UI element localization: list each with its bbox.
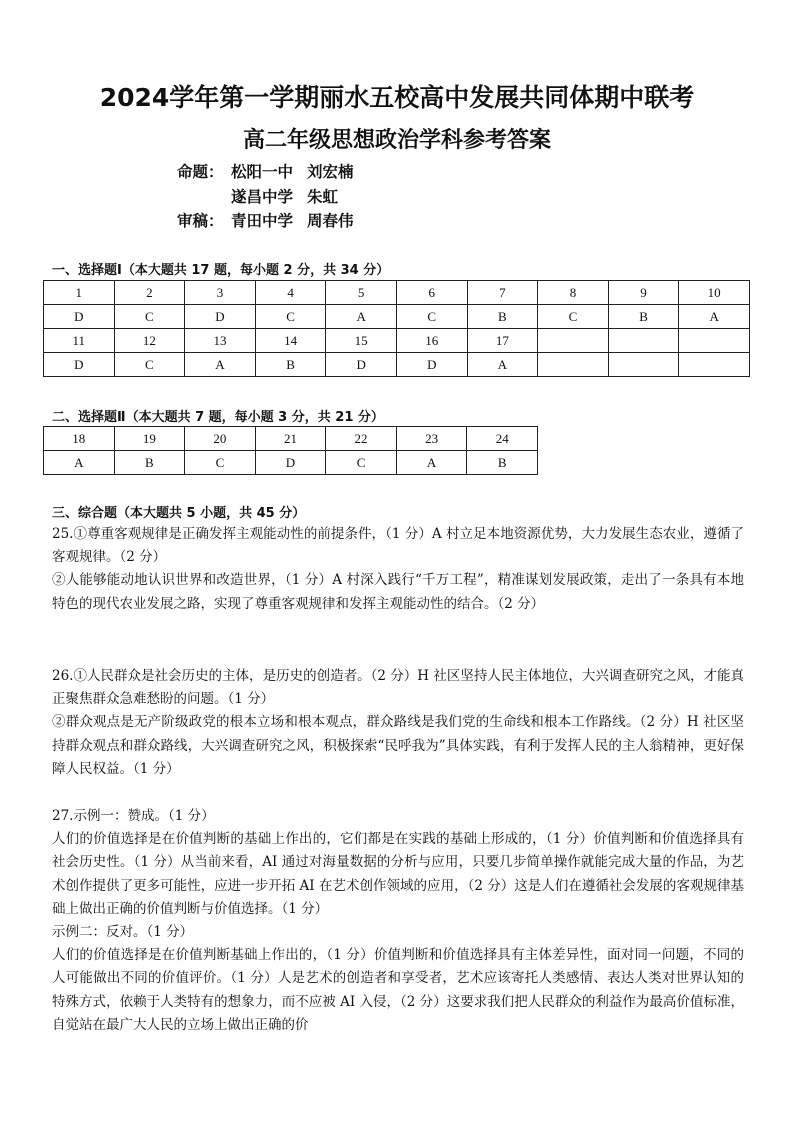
- page-subtitle: 高二年级思想政治学科参考答案: [242, 128, 551, 153]
- answer-cell: D: [255, 451, 326, 475]
- answer-paragraph: 25.①尊重客观规律是正确发挥主观能动性的前提条件，（1 分）A 村立足本地资源优势，大力发展生态农业，遵循了客观规律。（2 分）: [52, 526, 744, 566]
- question-number-cell: [538, 329, 609, 353]
- answer-cell: [679, 353, 750, 377]
- answer-paragraph: 人们的价值选择是在价值判断基础上作出的，（1 分）价值判断和价值选择具有主体差异性，面对同一问题，不同的人可能做出不同的价值评价。（1 分）人是艺术的创造者和享受者，艺术应该寄托人类感情、表达人类对世界认知的特殊方式，依赖于人类特有的想象力，而不应被 AI 入侵，（2 分）这要求我们把人民群众的利益作为最高价值标准，自觉站在最广大人民的立场上做出正确的价: [52, 947, 744, 1033]
- section3-heading: 三、综合题（本大题共 5 小题，共 45 分）: [52, 506, 306, 521]
- answer-cell: C: [326, 451, 397, 475]
- author-school: 遂昌中学: [231, 188, 294, 206]
- answer-cell: C: [396, 305, 467, 329]
- question-number-cell: 17: [467, 329, 538, 353]
- table-row: [44, 305, 750, 329]
- question-number-cell: 6: [396, 281, 467, 305]
- question-27-answer: [52, 805, 744, 1037]
- section2-heading: 二、选择题Ⅱ（本大题共 7 题，每小题 3 分，共 21 分）: [52, 410, 384, 425]
- author-name: 朱虹: [307, 188, 339, 206]
- author-school: 青田中学: [231, 212, 294, 230]
- answer-paragraph: 27.示例一：赞成。（1 分）: [52, 808, 215, 824]
- answer-cell: B: [255, 353, 326, 377]
- answer-cell: B: [608, 305, 679, 329]
- question-number-cell: 9: [608, 281, 679, 305]
- question-number-cell: 4: [255, 281, 326, 305]
- question-number-cell: 11: [44, 329, 115, 353]
- table-row: [44, 281, 750, 305]
- question-number-cell: 10: [679, 281, 750, 305]
- author-school: 松阳一中: [231, 163, 294, 181]
- question-number-cell: 18: [44, 427, 115, 451]
- question-number-cell: 13: [185, 329, 256, 353]
- answer-cell: B: [114, 451, 185, 475]
- answer-paragraph: 26.①人民群众是社会历史的主体，是历史的创造者。（2 分）H 社区坚持人民主体地位，大兴调查研究之风，才能真正聚焦群众急难愁盼的问题。（1 分）: [52, 668, 744, 708]
- answer-cell: A: [679, 305, 750, 329]
- question-number-cell: 7: [467, 281, 538, 305]
- question-number-cell: 14: [255, 329, 326, 353]
- answer-table-1: [43, 280, 750, 377]
- answer-cell: D: [396, 353, 467, 377]
- answer-cell: D: [44, 305, 115, 329]
- question-26-answer: [52, 665, 744, 781]
- question-number-cell: 15: [326, 329, 397, 353]
- answer-cell: A: [185, 353, 256, 377]
- answer-paragraph: ②人能够能动地认识世界和改造世界，（1 分）A 村深入践行“千万工程”，精准谋划发展政策，走出了一条具有本地特色的现代农业发展之路，实现了尊重客观规律和发挥主观能动性的结合。（2 分）: [52, 572, 744, 612]
- table-row: [44, 353, 750, 377]
- answer-cell: B: [467, 451, 538, 475]
- answer-paragraph: ②群众观点是无产阶级政党的根本立场和根本观点，群众路线是我们党的生命线和根本工作路线。（2 分）H 社区坚持群众观点和群众路线，大兴调查研究之风，积极探索“民呼我为”具体实践，有利于发挥人民的主人翁精神，更好保障人民权益。（1 分）: [52, 714, 744, 777]
- question-number-cell: 19: [114, 427, 185, 451]
- author-line-1: [177, 162, 354, 182]
- answer-cell: C: [538, 305, 609, 329]
- section1-heading: 一、选择题Ⅰ（本大题共 17 题，每小题 2 分，共 34 分）: [52, 263, 390, 278]
- answer-cell: [538, 353, 609, 377]
- question-number-cell: 12: [114, 329, 185, 353]
- answer-cell: [608, 353, 679, 377]
- table-row: [44, 451, 538, 475]
- answer-cell: C: [185, 451, 256, 475]
- answer-cell: D: [185, 305, 256, 329]
- answer-cell: B: [467, 305, 538, 329]
- answer-table-2: [43, 426, 538, 475]
- question-number-cell: 22: [326, 427, 397, 451]
- answer-paragraph: 示例二：反对。（1 分）: [52, 924, 194, 941]
- question-number-cell: 8: [538, 281, 609, 305]
- question-number-cell: 16: [396, 329, 467, 353]
- author-label: 审稿：: [177, 212, 224, 230]
- answer-cell: C: [255, 305, 326, 329]
- answer-cell: A: [326, 305, 397, 329]
- author-line-2: [177, 187, 338, 207]
- question-25-answer: [52, 523, 744, 616]
- author-label: 命题：: [177, 163, 224, 181]
- answer-cell: A: [396, 451, 467, 475]
- answer-cell: A: [467, 353, 538, 377]
- answer-cell: D: [44, 353, 115, 377]
- question-number-cell: 23: [396, 427, 467, 451]
- question-number-cell: 20: [185, 427, 256, 451]
- question-number-cell: 1: [44, 281, 115, 305]
- question-number-cell: [679, 329, 750, 353]
- question-number-cell: 3: [185, 281, 256, 305]
- question-number-cell: 2: [114, 281, 185, 305]
- answer-cell: C: [114, 305, 185, 329]
- table-row: [44, 329, 750, 353]
- answer-cell: D: [326, 353, 397, 377]
- author-name: 周春伟: [307, 212, 354, 230]
- question-number-cell: 5: [326, 281, 397, 305]
- question-number-cell: [608, 329, 679, 353]
- page-title: 2024学年第一学期丽水五校高中发展共同体期中联考: [99, 83, 695, 112]
- question-number-cell: 24: [467, 427, 538, 451]
- author-name: 刘宏楠: [307, 163, 354, 181]
- answer-cell: C: [114, 353, 185, 377]
- answer-paragraph: 人们的价值选择是在价值判断的基础上作出的，它们都是在实践的基础上形成的，（1 分）价值判断和价值选择具有社会历史性。（1 分）从当前来看，AI 通过对海量数据的分析与应用，只要几步简单操作就能完成大量的作品，为艺术创作提供了更多可能性，应进一步开拓 AI 在艺术创作领域的应用，（2 分）这是人们在遵循社会发展的客观规律基础上做出正确的价值判断与价值选择。（1 分）: [52, 831, 744, 917]
- table-row: [44, 427, 538, 451]
- question-number-cell: 21: [255, 427, 326, 451]
- author-line-3: [177, 211, 354, 231]
- answer-cell: A: [44, 451, 115, 475]
